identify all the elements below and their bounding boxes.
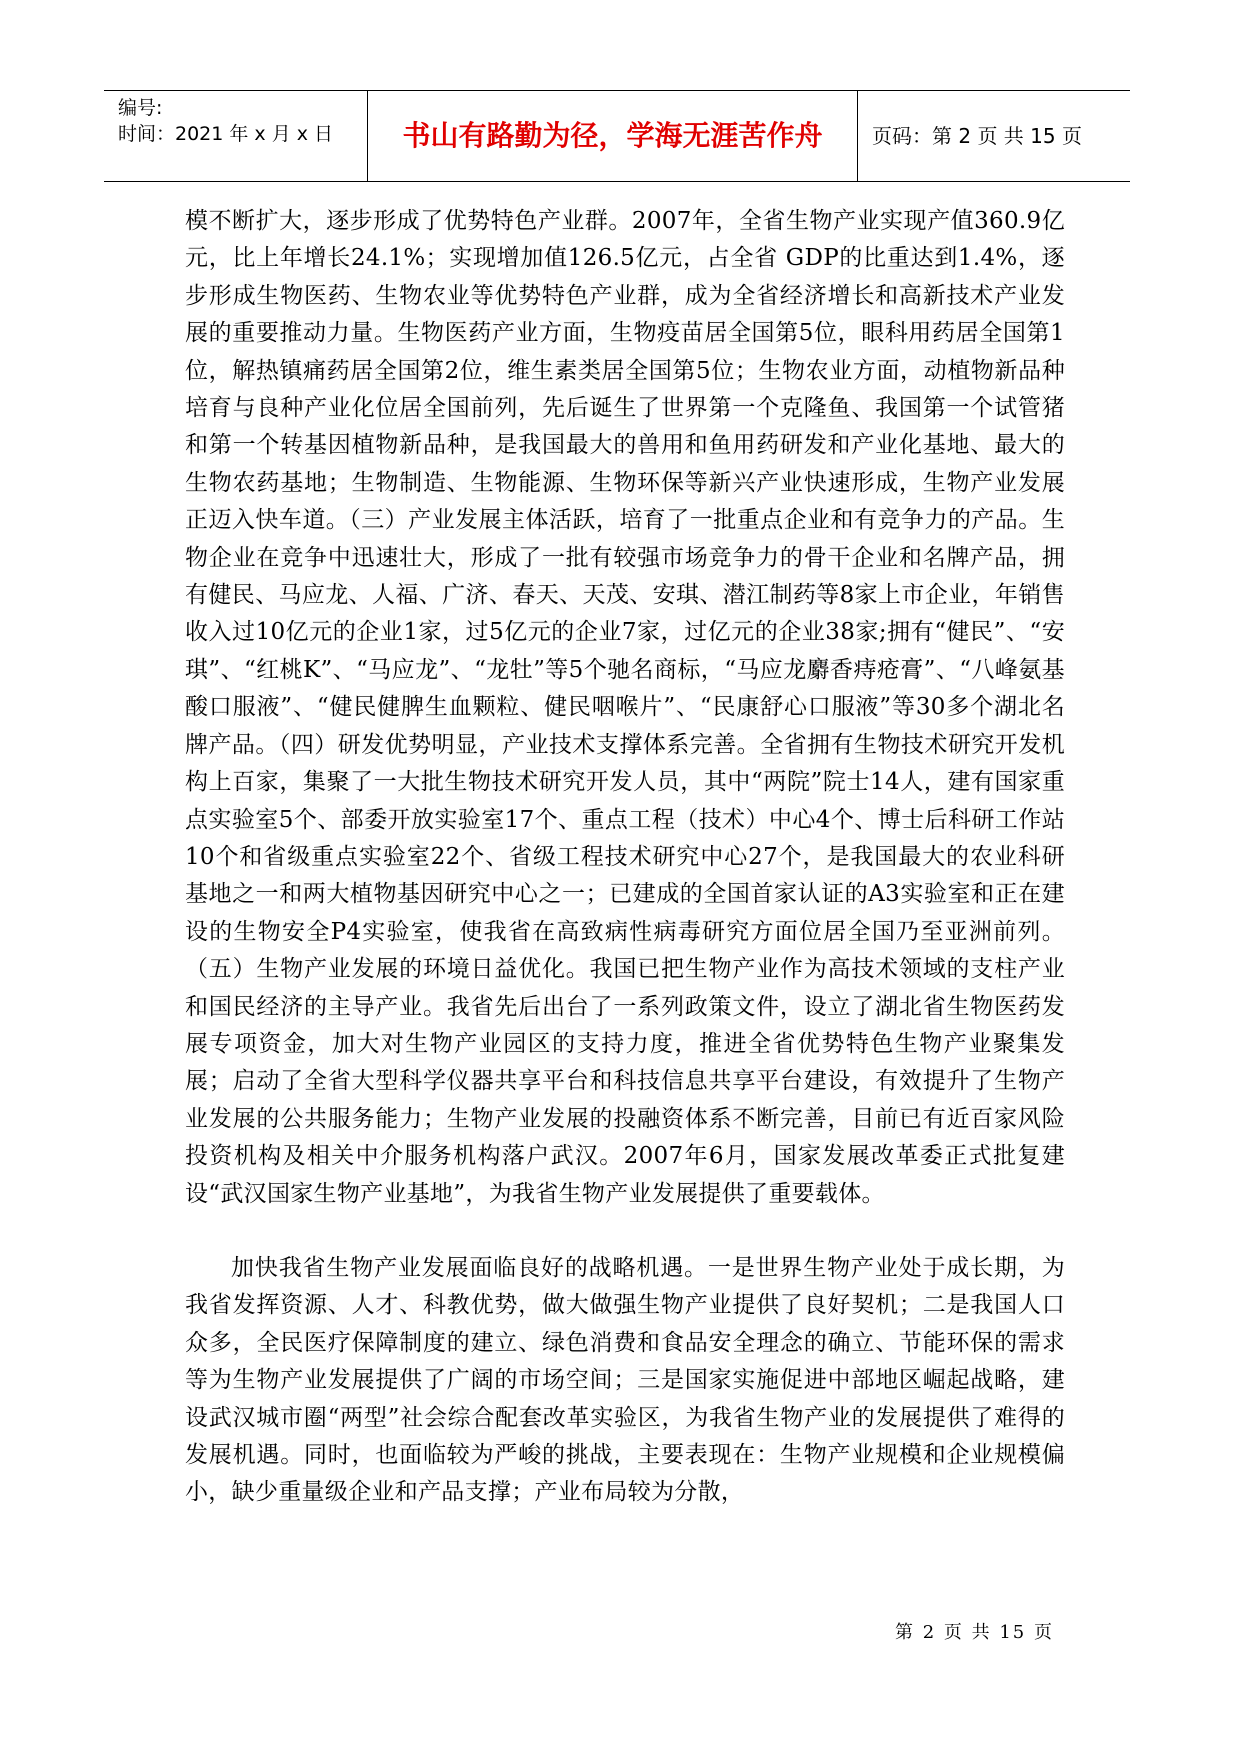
- header-page-label: 页码：第 2 页 共 15 页: [872, 124, 1082, 148]
- header-motto: 书山有路勤为径，学海无涯苦作舟: [368, 91, 858, 181]
- page-header: [104, 90, 1130, 182]
- body-paragraph-2: 加快我省生物产业发展面临良好的战略机遇。一是世界生物产业处于成长期，为我省发挥资源、人才、科教优势，做大做强生物产业提供了良好契机；二是我国人口众多，全民医疗保障制度的建立、绿色消费和食品安全理念的确立、节能环保的需求等为生物产业发展提供了广阔的市场空间；三是国家实施促进中部地区崛起战略，建设武汉城市圈“两型”社会综合配套改革实验区，为我省生物产业的发展提供了难得的发展机遇。同时，也面临较为严峻的挑战，主要表现在：生物产业规模和企业规模偏小，缺少重量级企业和产品支撑；产业布局较为分散，: [185, 1254, 1065, 1506]
- document-body: [185, 203, 1065, 1512]
- page-footer: 第 2 页 共 15 页: [895, 1622, 1054, 1643]
- header-meta: [104, 91, 368, 181]
- number-label: 编号:: [118, 97, 163, 119]
- body-paragraph-1: 模不断扩大，逐步形成了优势特色产业群。2007年，全省生物产业实现产值360.9亿元，比上年增长24.1%；实现增加值126.5亿元，占全省 GDP的比重达到1.4%，逐步形成生物医药、生物农业等优势特色产业群，成为全省经济增长和高新技术产业发展的重要推动力量。生物医药产业方面，生物疫苗居全国第5位，眼科用药居全国第1位，解热镇痛药居全国第2位，维生素类居全国第5位；生物农业方面，动植物新品种培育与良种产业化位居全国前列，先后诞生了世界第一个克隆鱼、我国第一个试管猪和第一个转基因植物新品种，是我国最大的兽用和鱼用药研发和产业化基地、最大的生物农药基地；生物制造、生物能源、生物环保等新兴产业快速形成，生物产业发展正迈入快车道。（三）产业发展主体活跃，培育了一批重点企业和有竞争力的产品。生物企业在竞争中迅速壮大，形成了一批有较强市场竞争力的骨干企业和名牌产品，拥有健民、马应龙、人福、广济、春天、天茂、安琪、潜江制药等8家上市企业，年销售收入过10亿元的企业1家，过5亿元的企业7家，过亿元的企业38家;拥有“健民”、“安琪”、“红桃K”、“马应龙”、“龙牡”等5个驰名商标，“马应龙麝香痔疮膏”、“八峰氨基酸口服液”、“健民健脾生血颗粒、健民咽喉片”、“民康舒心口服液”等30多个湖北名牌产品。（四）研发优势明显，产业技术支撑体系完善。全省拥有生物技术研究开发机构上百家，集聚了一大批生物技术研究开发人员，其中“两院”院士14人，建有国家重点实验室5个、部委开放实验室17个、重点工程（技术）中心4个、博士后科研工作站10个和省级重点实验室22个、省级工程技术研究中心27个，是我国最大的农业科研基地之一和两大植物基因研究中心之一；已建成的全国首家认证的A3实验室和正在建设的生物安全P4实验室，使我省在高致病性病毒研究方面位居全国乃至亚洲前列。（五）生物产业发展的环境日益优化。我国已把生物产业作为高技术领域的支柱产业和国民经济的主导产业。我省先后出台了一系列政策文件，设立了湖北省生物医药发展专项资金，加大对生物产业园区的支持力度，推进全省优势特色生物产业聚集发展；启动了全省大型科学仪器共享平台和科技信息共享平台建设，有效提升了生物产业发展的公共服务能力；生物产业发展的投融资体系不断完善，目前已有近百家风险投资机构及相关中介服务机构落户武汉。2007年6月，国家发展改革委正式批复建设“武汉国家生物产业基地”，为我省生物产业发展提供了重要载体。: [185, 208, 1065, 1207]
- time-label: 时间：2021 年 x 月 x 日: [118, 123, 334, 145]
